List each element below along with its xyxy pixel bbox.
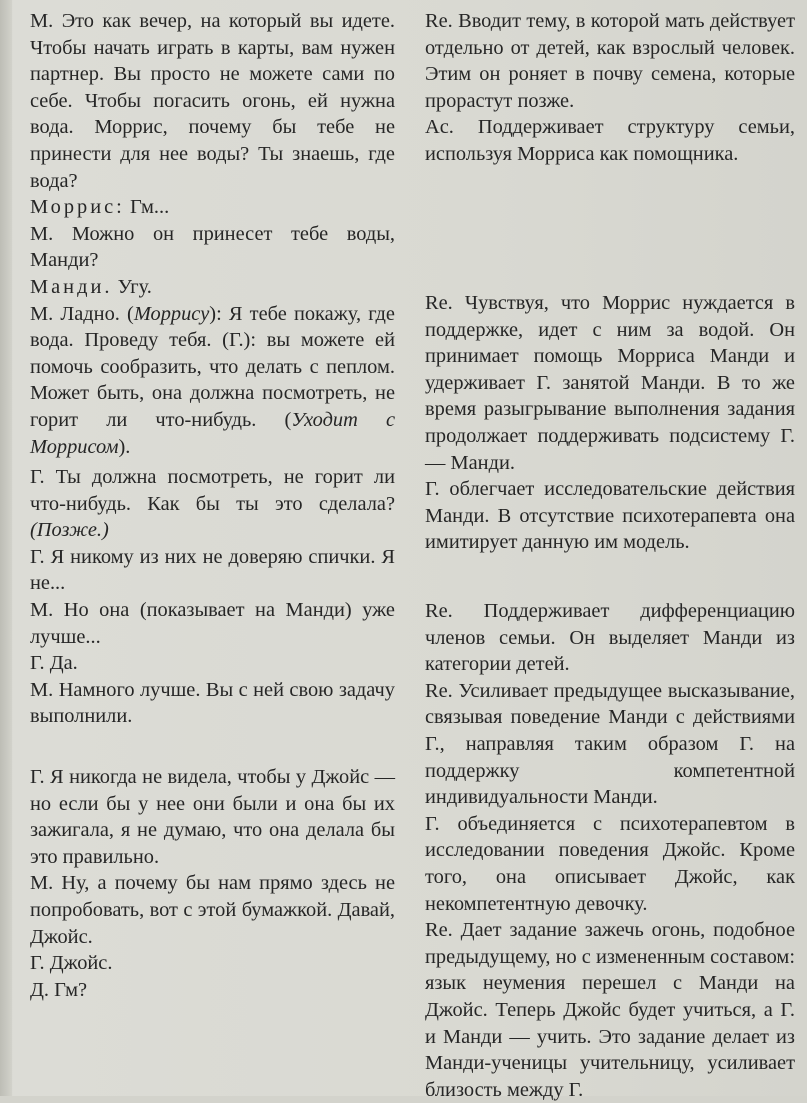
- dialogue-line: Г. Ты должна посмотреть, не горит ли что-нибудь. Как бы ты это сделала? (Позже.): [30, 466, 395, 542]
- dialogue-line: М. Ладно. (Моррису): Я тебе покажу, где вода. Проведу тебя. (Г.): вы можете ей помочь сообразить, что делать с пеплом. Может быть, она должна посмотреть, не горит ли что-нибудь. (Уходит с Моррисом).: [30, 302, 395, 458]
- dialogue-line: М. Это как вечер, на который вы идете. Чтобы начать играть в карты, вам нужен партнер. Вы просто не можете сами по себе. Чтобы погасить огонь, ей нужна вода. Моррис, почему бы тебе не принести для нее воды? Ты знаешь, где вода?: [30, 10, 395, 192]
- dialogue-block: [30, 464, 395, 730]
- dialogue-line: Г. Да.: [30, 652, 78, 675]
- commentary-block: [425, 8, 795, 168]
- dialogue-line: М. Но она (показывает на Манди) уже лучше...: [30, 598, 395, 648]
- dialogue-line: М. Можно он принесет тебе воды, Манди?: [30, 222, 395, 272]
- dialogue-block: [30, 8, 395, 460]
- dialogue-line: Г. Джойс.: [30, 952, 113, 975]
- page-gutter: [0, 0, 12, 1096]
- commentary-note: Ac. Поддерживает структуру семьи, используя Морриса как помощника.: [425, 116, 795, 165]
- commentary-block: [425, 290, 795, 556]
- dialogue-block: [30, 764, 395, 1003]
- commentary-note: Re. Поддерживает дифференциацию членов семьи. Он выделяет Манди из категории детей.: [425, 600, 795, 676]
- dialogue-line: Г. Я никогда не видела, чтобы у Джойс — но если бы у нее они были и она бы их зажигала, я не думаю, что она делала бы это правильно.: [30, 766, 395, 868]
- commentary-note: Г. облегчает исследовательские действия Манди. В отсутствие психотерапевта она имитирует данную им модель.: [425, 478, 795, 554]
- commentary-note: Re. Чувствуя, что Моррис нуждается в поддержке, идет с ним за водой. Он принимает помощь Морриса Манди и удерживает Г. занятой Манди. В то же время разыгрывание выполнения задания продолжает поддерживать подсистему Г. — Манди.: [425, 292, 795, 474]
- dialogue-line: Манди. Угу.: [30, 275, 152, 298]
- commentary-block: [425, 598, 795, 1103]
- commentary-note: Г. объединяется с психотерапевтом в исследовании поведения Джойс. Кроме того, она описывает Джойс, как некомпетентную девочку.: [425, 812, 795, 915]
- dialogue-line: Г. Я никому из них не доверяю спички. Я не...: [30, 545, 395, 595]
- dialogue-line: Д. Гм?: [30, 978, 88, 1001]
- dialogue-line: Моррис: Гм...: [30, 196, 170, 219]
- dialogue-line: М. Ну, а почему бы нам прямо здесь не попробовать, вот с этой бумажкой. Давай, Джойс.: [30, 872, 395, 948]
- dialogue-line: М. Намного лучше. Вы с ней свою задачу выполнили.: [30, 678, 395, 728]
- commentary-note: Re. Дает задание зажечь огонь, подобное предыдущему, но с измененным составом: язык неумения перешел с Манди на Джойс. Теперь Джойс будет учиться, а Г. и Манди — учить. Это задание делает из Манди-ученицы учительницу, усиливает близость между Г.: [425, 919, 795, 1101]
- commentary-note: Re. Усиливает предыдущее высказывание, связывая поведение Манди с действиями Г., направляя таким образом Г. на поддержку компетентной индивидуальности Манди.: [425, 679, 795, 809]
- commentary-note: Re. Вводит тему, в которой мать действует отдельно от детей, как взрослый человек. Этим он роняет в почву семена, которые прорастут позже.: [425, 10, 795, 112]
